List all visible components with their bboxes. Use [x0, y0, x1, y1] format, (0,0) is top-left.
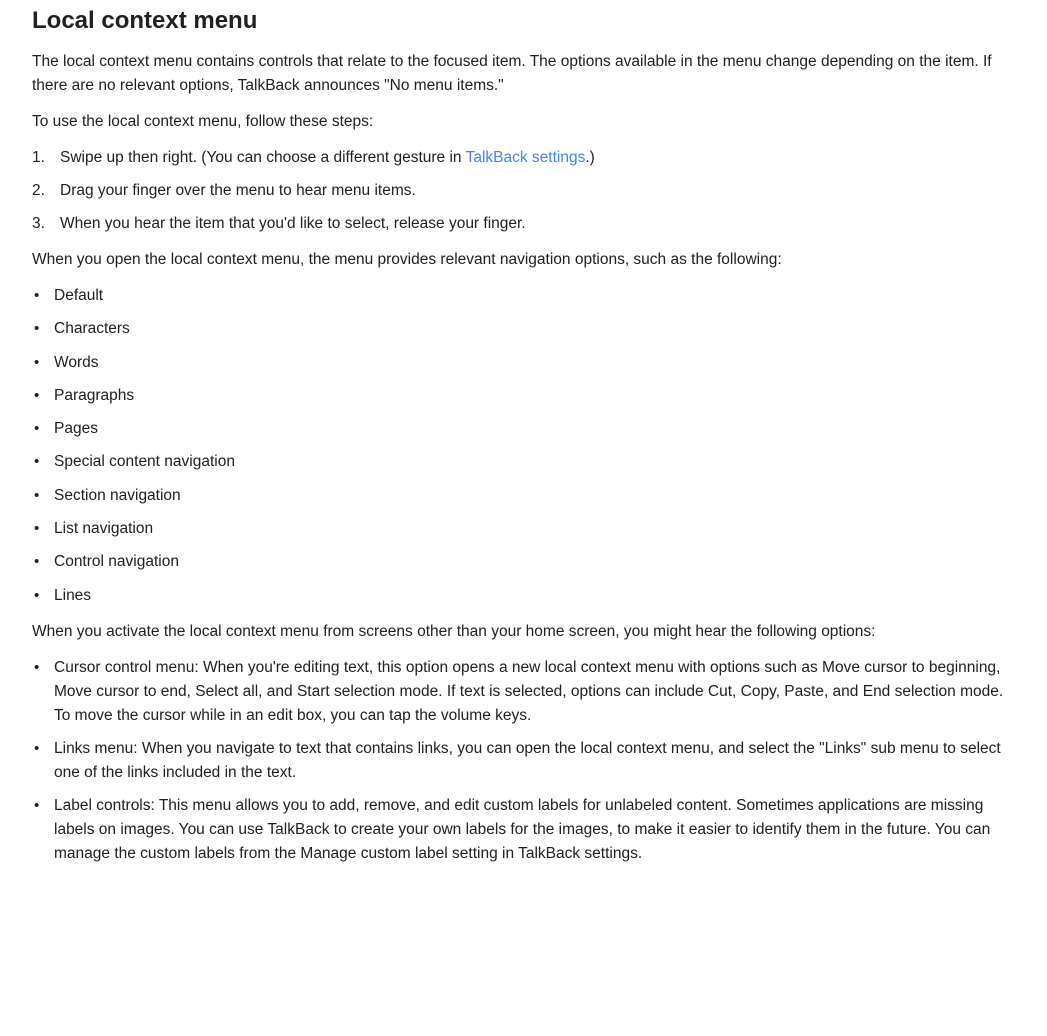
list-item-text: Control navigation	[54, 553, 179, 571]
list-item	[32, 794, 1023, 866]
step-number: 1.	[32, 149, 45, 166]
bullet-icon: •	[34, 420, 40, 438]
list-item	[32, 584, 1023, 608]
bullet-icon: •	[34, 287, 40, 304]
list-item	[32, 384, 1023, 408]
steps-list	[32, 146, 1023, 236]
step-number: 2.	[32, 182, 45, 199]
list-item-text: Paragraphs	[54, 386, 135, 404]
bullet-icon: •	[34, 353, 40, 371]
step-item	[32, 179, 1023, 203]
list-item-text: Label controls: This menu allows you to add, remove, and edit custom labels for unlabeled content. Sometimes applications are missing labels on images. You can use TalkBack to create your own labels for the images, to make it easier to identify them in the future. You can manage the custom labels from the Manage custom label setting in TalkBack settings.	[54, 796, 991, 862]
navigation-options-list	[32, 284, 1023, 608]
list-item	[32, 284, 1023, 308]
list-item-text: Special content navigation	[54, 453, 235, 471]
list-item-text: List navigation	[54, 520, 154, 538]
step-text: Drag your finger over the menu to hear menu items.	[60, 182, 416, 199]
list-item-text: Words	[54, 353, 99, 371]
intro-paragraph: The local context menu contains controls that relate to the focused item. The options available in the menu change depending on the item. If there are no relevant options, TalkBack announces "No menu items."	[32, 53, 992, 94]
step-item	[32, 212, 1023, 236]
steps-intro: To use the local context menu, follow these steps:	[32, 113, 374, 130]
bullet-icon: •	[34, 320, 40, 338]
step-text-end: .)	[585, 149, 595, 166]
step-number: 3.	[32, 215, 45, 232]
other-options-list	[32, 656, 1023, 866]
step-text: Swipe up then right. (You can choose a different gesture in	[60, 149, 466, 166]
list-item	[32, 656, 1023, 728]
list-item-text: Links menu: When you navigate to text that contains links, you can open the local context menu, and select the "Links" sub menu to select one of the links included in the text.	[54, 739, 1001, 781]
navigation-intro: When you open the local context menu, the menu provides relevant navigation options, such as the following:	[32, 251, 782, 268]
list-item-text: Characters	[54, 320, 130, 338]
list-item	[32, 737, 1023, 785]
list-item	[32, 517, 1023, 541]
bullet-icon: •	[34, 453, 40, 471]
bullet-icon: •	[34, 796, 40, 814]
list-item	[32, 450, 1023, 474]
list-item	[32, 351, 1023, 375]
list-item-text: Pages	[54, 420, 98, 438]
step-item	[32, 146, 1023, 170]
list-item-text: Section navigation	[54, 486, 181, 504]
list-item	[32, 417, 1023, 441]
list-item-text: Cursor control menu: When you're editing text, this option opens a new local context menu with options such as Move cursor to beginning, Move cursor to end, Select all, and Start selection mode. If text is selected, options can include Cut, Copy, Paste, and End selection mode. To move the cursor while in an edit box, you can tap the volume keys.	[54, 658, 1004, 724]
list-item-text: Default	[54, 287, 104, 304]
bullet-icon: •	[34, 553, 40, 571]
talkback-settings-link[interactable]: TalkBack settings	[465, 149, 586, 166]
step-text: When you hear the item that you'd like to select, release your finger.	[60, 215, 526, 232]
other-options-intro: When you activate the local context menu from screens other than your home screen, you might hear the following options:	[32, 622, 876, 640]
bullet-icon: •	[34, 520, 40, 538]
bullet-icon: •	[34, 658, 40, 676]
bullet-icon: •	[34, 586, 40, 604]
list-item	[32, 317, 1023, 341]
list-item-text: Lines	[54, 586, 92, 604]
page-title: Local context menu	[32, 7, 258, 34]
bullet-icon: •	[34, 486, 40, 504]
bullet-icon: •	[34, 386, 40, 404]
bullet-icon: •	[34, 739, 40, 757]
list-item	[32, 484, 1023, 508]
list-item	[32, 550, 1023, 574]
